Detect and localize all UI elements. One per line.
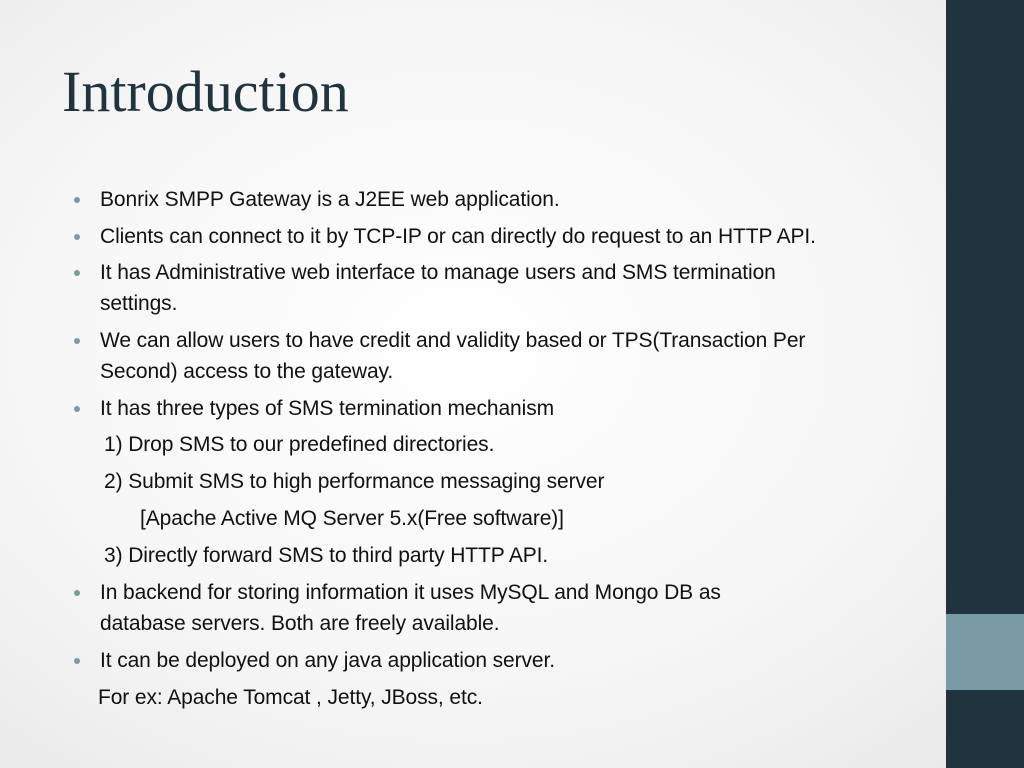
bullet-text: It has three types of SMS termination mechanism xyxy=(100,397,554,420)
bullet-text-continued: database servers. Both are freely available. xyxy=(100,612,500,635)
slide-title: Introduction xyxy=(62,59,349,124)
bullet-text: Bonrix SMPP Gateway is a J2EE web application. xyxy=(100,188,560,211)
mechanism-item-detail: [Apache Active MQ Server 5.x(Free software)] xyxy=(140,507,564,530)
bullet-text: In backend for storing information it uses MySQL and Mongo DB as xyxy=(100,581,721,604)
bullet-text: It has Administrative web interface to manage users and SMS termination xyxy=(100,261,776,284)
bullet-marker xyxy=(74,197,80,203)
bullet-text: It can be deployed on any java application server. xyxy=(100,649,555,672)
bullet-marker xyxy=(74,234,80,240)
bullet-marker xyxy=(74,270,80,276)
bullet-marker xyxy=(74,658,80,664)
bullet-marker xyxy=(74,590,80,596)
bullet-text: Clients can connect to it by TCP-IP or can directly do request to an HTTP API. xyxy=(100,225,816,248)
servers-example: For ex: Apache Tomcat , Jetty, JBoss, etc. xyxy=(98,686,483,709)
mechanism-item: 2) Submit SMS to high performance messaging server xyxy=(104,470,605,493)
bullet-text-continued: Second) access to the gateway. xyxy=(100,360,394,383)
sidebar-accent-block xyxy=(946,614,1024,690)
decorative-sidebar xyxy=(946,0,1024,768)
bullet-text: We can allow users to have credit and validity based or TPS(Transaction Per xyxy=(100,329,806,352)
mechanism-item: 3) Directly forward SMS to third party HTTP API. xyxy=(104,544,549,567)
mechanism-item: 1) Drop SMS to our predefined directories. xyxy=(104,433,495,456)
bullet-text-continued: settings. xyxy=(100,292,178,315)
bullet-marker xyxy=(74,338,80,344)
bullet-marker xyxy=(74,406,80,412)
